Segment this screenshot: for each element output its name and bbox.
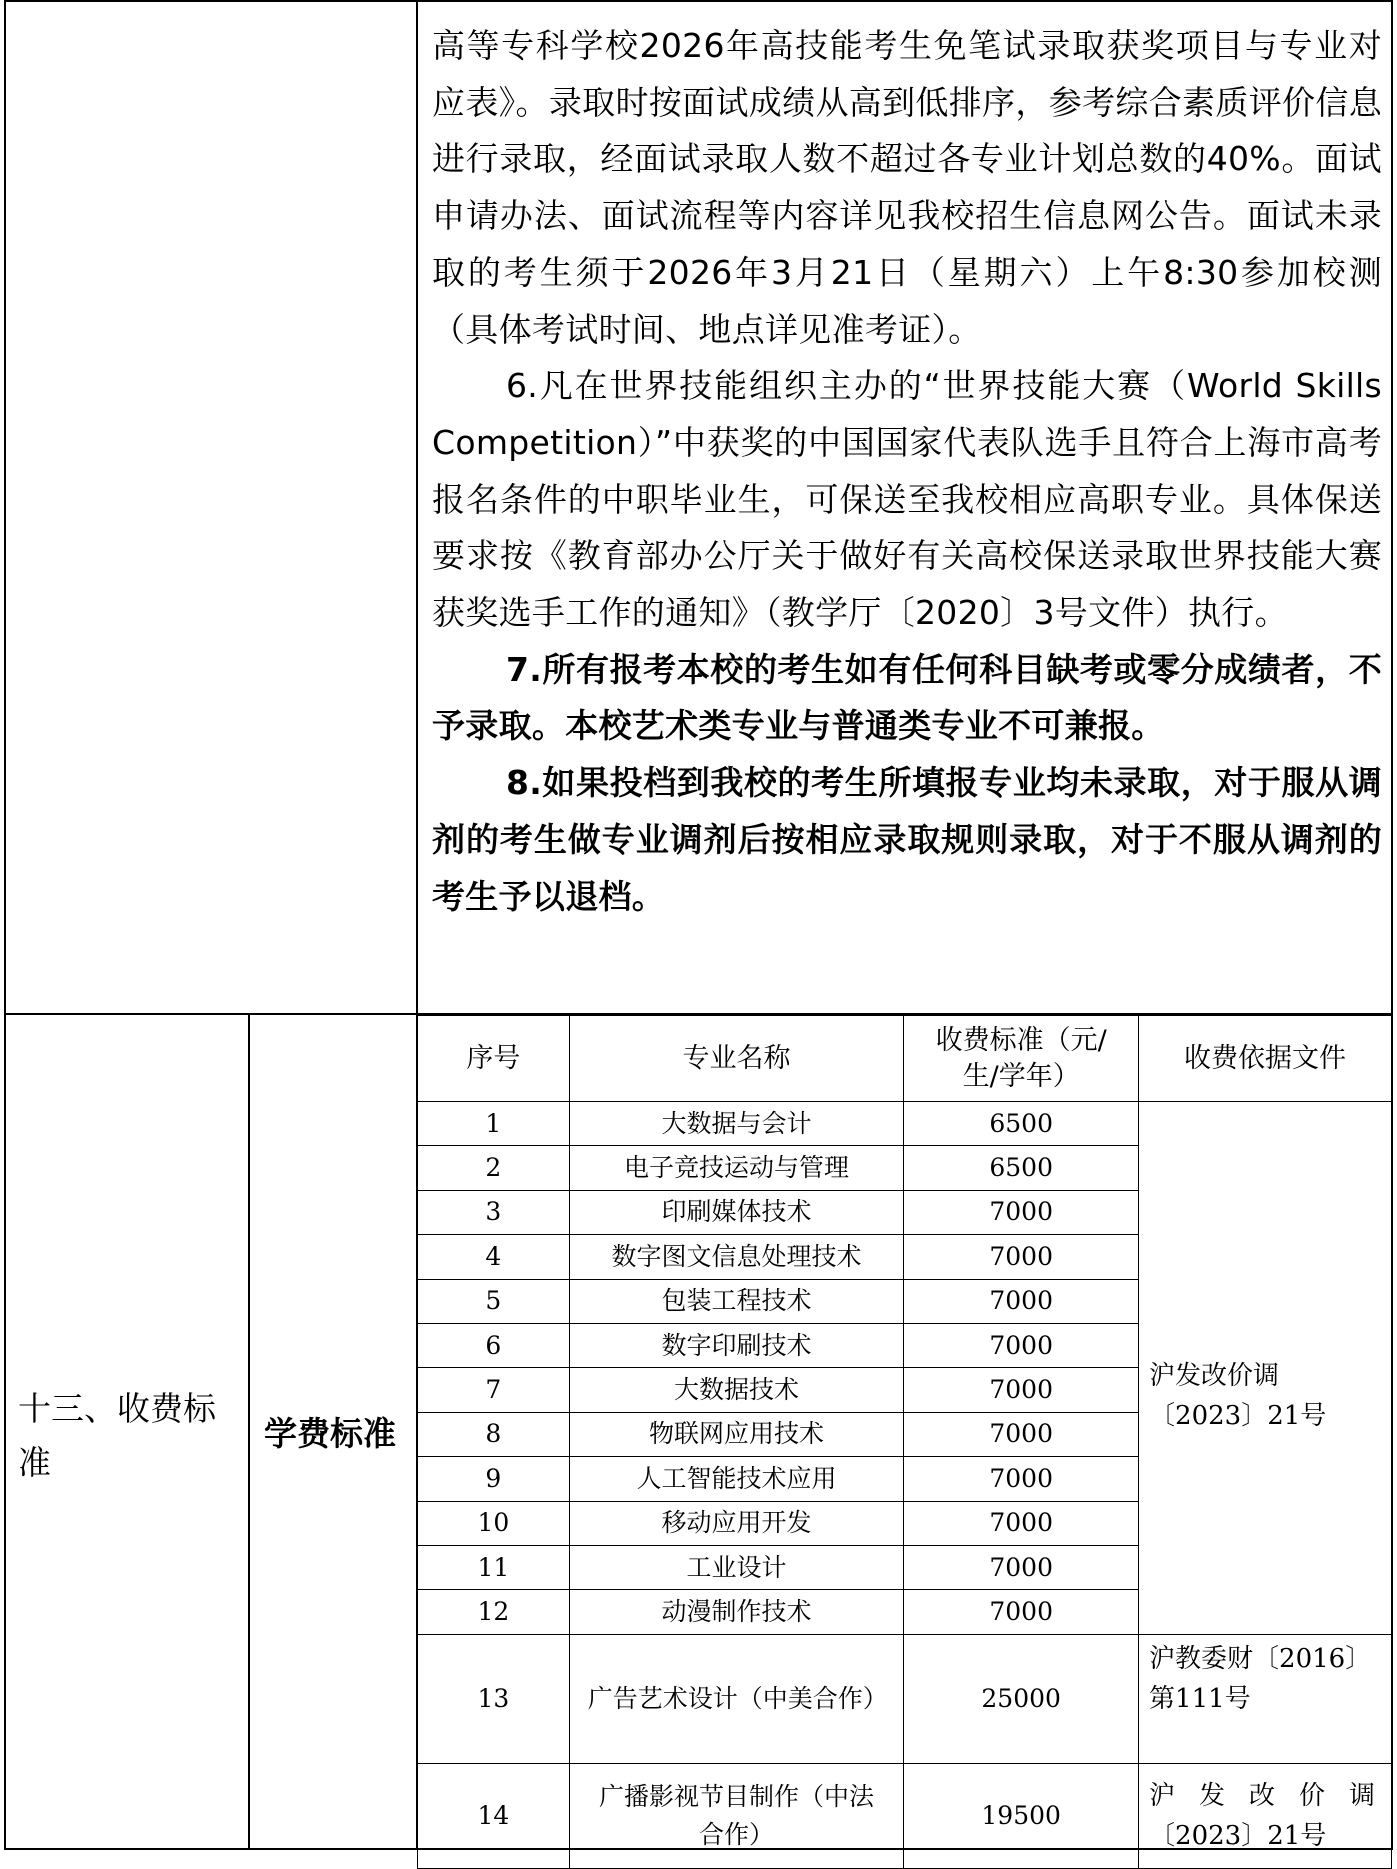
- cell-no: 6: [418, 1323, 570, 1367]
- cell-doc-group: [1139, 1102, 1392, 1635]
- cell-major: 大数据技术: [569, 1368, 904, 1412]
- cell-major: [569, 1763, 904, 1868]
- cell-no: 14: [418, 1763, 570, 1868]
- cell-no: 9: [418, 1457, 570, 1501]
- cell-fee: 7000: [904, 1190, 1139, 1234]
- cell-fee: 7000: [904, 1545, 1139, 1589]
- column-divider-sub: [248, 1014, 250, 1850]
- doc-text-line2: 〔2023〕21号: [1149, 1820, 1327, 1851]
- paragraph-rule-8: 8.如果投档到我校的考生所填报专业均未录取，对于服从调剂的考生做专业调剂后按相应录取规则录取，对于不服从调剂的考生予以退档。: [432, 763, 1382, 916]
- cell-fee: 6500: [904, 1146, 1139, 1190]
- paragraph-rule-7: 7.所有报考本校的考生如有任何科目缺考或零分成绩者，不予录取。本校艺术类专业与普通类专业不可兼报。: [432, 649, 1382, 746]
- fee-table: [417, 1015, 1392, 1869]
- table-header-row: [418, 1016, 1392, 1102]
- cell-major: 电子竞技运动与管理: [569, 1146, 904, 1190]
- major-text: 广告艺术设计（中美合作）: [587, 1683, 888, 1713]
- cell-no: 10: [418, 1501, 570, 1545]
- cell-major: 动漫制作技术: [569, 1590, 904, 1634]
- cell-fee: 19500: [904, 1763, 1139, 1868]
- cell-major: 印刷媒体技术: [569, 1190, 904, 1234]
- cell-major: 工业设计: [569, 1545, 904, 1589]
- cell-no: 4: [418, 1235, 570, 1279]
- cell-no: 11: [418, 1545, 570, 1589]
- cell-no: 13: [418, 1634, 570, 1763]
- cell-fee: 7000: [904, 1590, 1139, 1634]
- cell-major: 包装工程技术: [569, 1279, 904, 1323]
- cell-major: 大数据与会计: [569, 1102, 904, 1146]
- cell-no: 7: [418, 1368, 570, 1412]
- header-no: 序号: [418, 1016, 570, 1102]
- cell-fee: 7000: [904, 1279, 1139, 1323]
- table-row: [418, 1634, 1392, 1763]
- section-label: 十三、收费标准: [18, 1389, 216, 1482]
- cell-major: 物联网应用技术: [569, 1412, 904, 1456]
- cell-no: 2: [418, 1146, 570, 1190]
- cell-no: 1: [418, 1102, 570, 1146]
- doc-text: 沪教委财〔2016〕第111号: [1149, 1643, 1372, 1714]
- header-doc: 收费依据文件: [1139, 1016, 1392, 1102]
- cell-fee: 6500: [904, 1102, 1139, 1146]
- header-fee: 收费标准（元/生/学年）: [904, 1016, 1139, 1102]
- cell-fee: 7000: [904, 1501, 1139, 1545]
- doc-text: 沪发改价调〔2023〕21号: [1149, 1360, 1327, 1431]
- cell-major: [569, 1634, 904, 1763]
- cell-fee: 7000: [904, 1323, 1139, 1367]
- major-text: 广播影视节目制作（中法合作）: [599, 1781, 875, 1849]
- cell-major: 数字印刷技术: [569, 1323, 904, 1367]
- cell-major: 数字图文信息处理技术: [569, 1235, 904, 1279]
- cell-fee: 7000: [904, 1412, 1139, 1456]
- cell-major: 人工智能技术应用: [569, 1457, 904, 1501]
- table-row: [418, 1763, 1392, 1868]
- paragraph-interview: 高等专科学校2026年高技能考生免笔试录取获奖项目与专业对应表》。录取时按面试成绩从高到低排序，参考综合素质评价信息进行录取，经面试录取人数不超过各专业计划总数的40%。面试申请办法、面试流程等内容详见我校招生信息网公告。面试未录取的考生须于2026年3月21日（星期六）上午8:30参加校测（具体考试时间、地点详见准考证）。: [432, 26, 1382, 349]
- admission-rules-text: [432, 18, 1382, 925]
- paragraph-rule-6: 6.凡在世界技能组织主办的“世界技能大赛（World Skills Competition）”中获奖的中国国家代表队选手且符合上海市高考报名条件的中职毕业生，可保送至我校相应高职专业。具体保送要求按《教育部办公厅关于做好有关高校保送录取世界技能大赛获奖选手工作的通知》（教学厅〔2020〕3号文件）执行。: [432, 366, 1382, 633]
- header-major: 专业名称: [569, 1016, 904, 1102]
- cell-no: 3: [418, 1190, 570, 1234]
- cell-fee: 7000: [904, 1235, 1139, 1279]
- cell-no: 5: [418, 1279, 570, 1323]
- cell-fee: 7000: [904, 1457, 1139, 1501]
- cell-no: 12: [418, 1590, 570, 1634]
- cell-fee: 7000: [904, 1368, 1139, 1412]
- cell-doc: [1139, 1634, 1392, 1763]
- cell-doc: [1139, 1763, 1392, 1868]
- table-row: [418, 1102, 1392, 1146]
- doc-text-line1: 沪发改价调: [1149, 1780, 1381, 1811]
- cell-no: 8: [418, 1412, 570, 1456]
- cell-fee: 25000: [904, 1634, 1139, 1763]
- cell-major: 移动应用开发: [569, 1501, 904, 1545]
- section-sub-label: 学费标准: [264, 1414, 396, 1453]
